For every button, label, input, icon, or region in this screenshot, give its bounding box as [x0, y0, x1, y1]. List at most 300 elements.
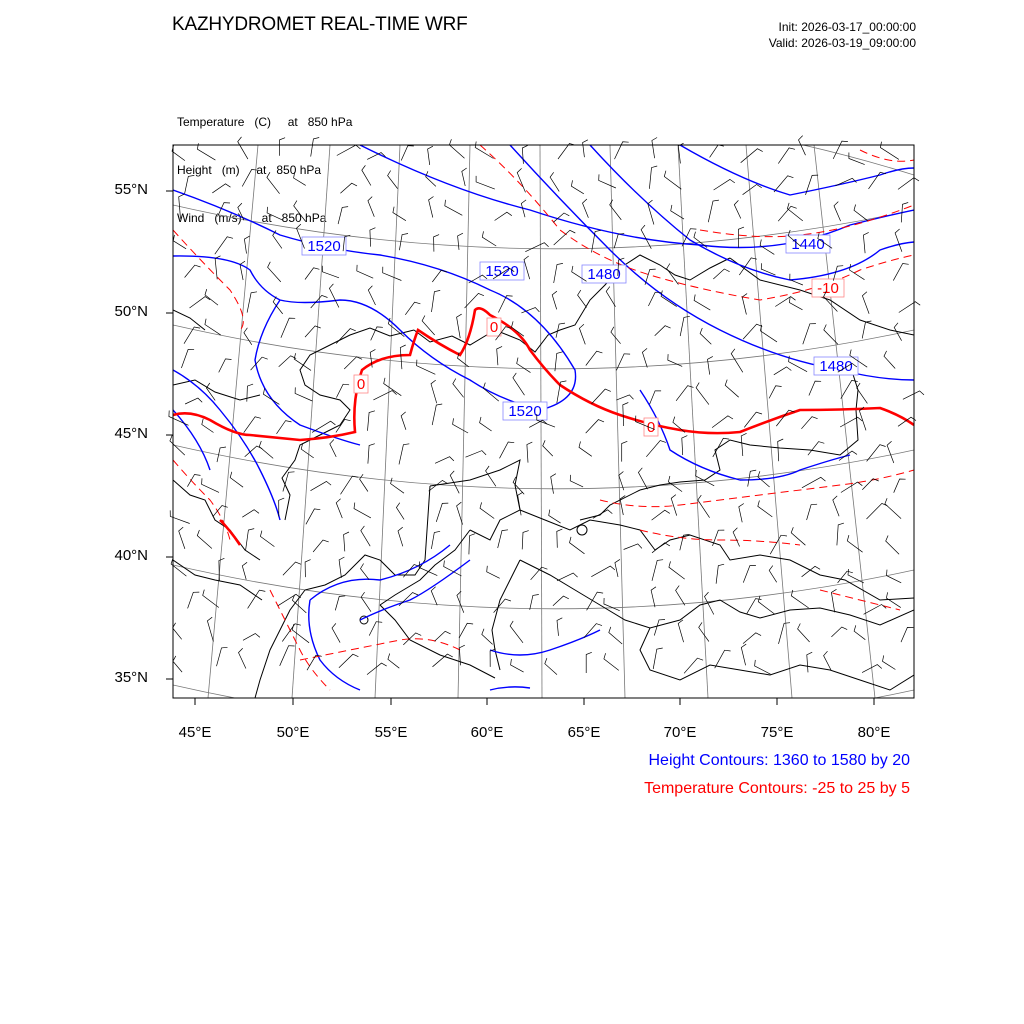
wind-barb — [280, 646, 295, 666]
wind-barb — [339, 654, 359, 668]
height-label-text: 1520 — [508, 403, 542, 420]
wind-barb — [570, 475, 583, 487]
height-label — [786, 235, 830, 253]
wind-barb — [854, 625, 865, 639]
wind-barb — [862, 479, 878, 490]
wind-barb — [280, 138, 286, 156]
wind-barb — [787, 203, 802, 221]
wind-barb — [652, 510, 670, 520]
wind-barb — [383, 267, 402, 281]
height-label — [480, 262, 524, 280]
wind-barb — [885, 498, 901, 518]
wind-barb — [713, 438, 729, 457]
wind-barb — [422, 316, 435, 336]
wind-barb — [684, 658, 703, 673]
wind-barb — [741, 433, 746, 456]
wind-barb — [682, 436, 688, 455]
wind-barb — [583, 199, 589, 218]
wind-barb — [242, 510, 259, 518]
wind-barb — [641, 225, 651, 249]
wind-barb — [583, 140, 588, 157]
valid-time: Valid: 2026-03-19_09:00:00 — [768, 36, 916, 50]
wind-barb — [887, 570, 902, 583]
wind-barb — [841, 380, 858, 398]
wind-barb — [769, 386, 782, 399]
wind-barb — [212, 184, 230, 193]
wind-barb — [399, 444, 409, 465]
wind-barb — [243, 634, 260, 641]
height-label — [302, 237, 346, 255]
wind-barb — [524, 256, 530, 279]
wind-barb — [400, 345, 405, 369]
temperature-label — [487, 318, 501, 336]
wind-barb — [652, 138, 657, 159]
wind-barb — [802, 477, 826, 488]
wind-barb — [458, 233, 463, 250]
wind-barb — [579, 324, 585, 344]
wind-barb — [831, 627, 847, 637]
wind-barb — [449, 139, 464, 158]
wind-barb — [789, 297, 802, 310]
lat-label: 35°N — [114, 669, 148, 686]
wind-barb — [436, 503, 448, 522]
wind-barb — [592, 389, 611, 404]
wind-barb — [833, 141, 848, 159]
wind-barb — [731, 349, 743, 373]
wind-barb — [708, 356, 713, 374]
height-legend: Height Contours: 1360 to 1580 by 20 — [648, 752, 910, 769]
wind-barb — [715, 650, 731, 668]
wind-barb — [305, 326, 321, 337]
wind-barb — [779, 623, 791, 644]
lon-label: 75°E — [760, 724, 794, 741]
wind-barb — [294, 172, 306, 185]
wind-barb — [713, 269, 729, 279]
wind-barb — [361, 564, 370, 580]
wind-barb — [883, 655, 896, 669]
wind-barb — [487, 566, 500, 579]
lat-label: 40°N — [114, 547, 148, 564]
wind-barb — [173, 656, 182, 672]
wind-barb — [742, 294, 747, 315]
wind-barb — [903, 391, 924, 399]
wind-barb — [831, 589, 836, 612]
variable-wind: Wind (m/s) at 850 hPa — [177, 211, 327, 225]
wind-barb — [431, 587, 437, 606]
wind-barb — [432, 290, 441, 312]
wind-barb — [197, 143, 215, 160]
wind-barb — [369, 622, 382, 636]
wind-barb — [480, 417, 492, 431]
height-label — [582, 265, 626, 283]
wind-barb — [185, 175, 195, 193]
wind-barb — [553, 596, 569, 606]
wind-barb — [696, 470, 715, 486]
wind-barb — [340, 183, 357, 193]
wind-barb — [802, 566, 821, 577]
wind-barb — [428, 146, 433, 165]
wind-barb — [798, 624, 810, 643]
variable-height: Height (m) at 850 hPa — [177, 163, 322, 177]
temperature-label — [644, 418, 658, 436]
wind-barb — [807, 504, 818, 520]
wind-barb — [307, 655, 322, 670]
wind-barb — [834, 202, 841, 222]
wind-barb — [279, 498, 285, 516]
wind-barb — [833, 266, 843, 281]
wind-barb — [341, 476, 359, 494]
wind-barb — [259, 441, 273, 458]
wind-barb — [808, 442, 824, 456]
temperature-label-text: -10 — [817, 280, 839, 297]
wind-barb — [246, 529, 255, 551]
wind-barb — [642, 348, 647, 367]
wind-barb — [894, 479, 906, 493]
wind-barb — [758, 596, 775, 615]
wind-barb — [336, 384, 349, 397]
wind-barb — [716, 564, 724, 584]
wind-barb — [664, 171, 681, 190]
wind-barb — [482, 231, 496, 246]
wind-barb — [864, 605, 887, 615]
wind-barb — [838, 571, 853, 583]
wind-barb — [529, 420, 547, 427]
temperature-label-text: 0 — [356, 376, 366, 393]
wind-barb — [556, 323, 565, 338]
wind-barb — [475, 142, 493, 159]
wind-barb — [530, 595, 539, 610]
wind-barb — [886, 536, 899, 555]
wind-barb — [354, 503, 371, 518]
wind-barb — [360, 474, 368, 491]
wind-barb — [459, 623, 473, 638]
wind-barb — [336, 499, 342, 518]
wind-barb — [791, 527, 805, 545]
wind-barb — [738, 227, 744, 248]
wind-barb — [698, 495, 710, 518]
wind-barb — [181, 349, 194, 368]
wind-barb — [510, 621, 523, 643]
wind-barb — [661, 291, 677, 307]
wind-barb — [277, 421, 292, 434]
wind-barb — [401, 146, 414, 161]
wind-barb — [267, 172, 280, 194]
wind-barb — [678, 620, 683, 642]
wind-barb — [517, 358, 531, 373]
wind-barb — [495, 212, 512, 220]
wind-barb — [554, 263, 563, 283]
wind-barb — [739, 504, 744, 523]
wind-barb — [283, 562, 301, 575]
wind-barb — [833, 496, 839, 516]
wind-barb — [432, 270, 447, 282]
height-label-text: 1520 — [307, 238, 341, 255]
wind-barb — [417, 360, 436, 375]
wind-barb — [743, 633, 761, 644]
height-label-text: 1440 — [791, 236, 825, 253]
wind-barb — [725, 380, 739, 398]
wind-barb — [268, 262, 281, 282]
wind-barb — [513, 373, 525, 395]
wind-barb — [807, 652, 812, 672]
map-title: KAZHYDROMET REAL-TIME WRF — [172, 14, 468, 35]
lon-label: 45°E — [178, 724, 212, 741]
wind-barb — [330, 440, 336, 457]
wind-barb — [712, 416, 733, 428]
wind-barb — [388, 654, 399, 669]
height-label-text: 1480 — [587, 266, 621, 283]
lon-label: 55°E — [374, 724, 408, 741]
wind-barb — [361, 592, 371, 612]
wind-barb — [251, 357, 268, 370]
wind-barb — [652, 543, 670, 553]
wind-barb — [840, 417, 862, 427]
wind-barb — [279, 356, 296, 367]
wind-barb — [747, 599, 762, 614]
wind-barb — [899, 302, 920, 313]
wind-barb — [714, 179, 735, 190]
wind-barb — [267, 207, 283, 220]
wind-barb — [248, 590, 266, 608]
wind-barb — [551, 474, 556, 494]
wind-barb — [651, 587, 656, 607]
wind-barb — [431, 380, 437, 403]
wind-barb — [700, 328, 711, 344]
wind-barb — [778, 148, 795, 164]
wind-barb — [260, 531, 274, 547]
wind-barb — [599, 174, 616, 188]
wind-barb — [396, 503, 404, 520]
wind-barb — [205, 289, 218, 305]
wind-barb — [344, 532, 349, 551]
wind-barb — [545, 658, 557, 675]
wind-barb — [368, 444, 375, 464]
temperature-label — [812, 279, 844, 297]
wind-barb — [774, 367, 792, 375]
wind-barb — [591, 566, 615, 577]
wind-barb — [648, 292, 661, 306]
map-frame — [173, 145, 914, 698]
wind-barb — [586, 652, 592, 673]
wind-barb — [338, 207, 348, 225]
temperature-label — [354, 375, 368, 393]
wind-barb — [281, 318, 295, 338]
wind-barb — [368, 286, 375, 305]
wind-barb — [429, 197, 434, 218]
wind-barb — [384, 378, 402, 396]
wind-barb — [240, 261, 245, 280]
wind-barb — [453, 379, 464, 398]
wind-barb — [469, 534, 475, 555]
wind-barb — [774, 176, 793, 192]
wind-barb — [238, 203, 244, 220]
wind-barb — [895, 229, 902, 252]
wind-barb — [652, 560, 663, 581]
wind-barb — [587, 592, 604, 610]
wind-barb — [755, 660, 771, 674]
wind-barb — [247, 384, 253, 402]
wind-barb — [859, 407, 866, 430]
wind-barb — [549, 510, 561, 523]
wind-barb — [332, 623, 340, 642]
lon-label: 60°E — [470, 724, 504, 741]
wind-barb — [710, 145, 724, 158]
wind-barb — [462, 168, 467, 186]
wind-barb — [453, 418, 469, 433]
wind-barb — [655, 326, 671, 336]
wind-barb — [498, 296, 512, 313]
wind-barb — [405, 302, 420, 315]
init-time: Init: 2026-03-17_00:00:00 — [778, 20, 916, 34]
wind-barb — [743, 185, 762, 195]
wind-barb — [653, 648, 663, 669]
wind-barb — [306, 509, 320, 524]
wind-barb — [457, 314, 462, 338]
wind-barb — [497, 346, 502, 365]
wind-barb — [391, 478, 404, 493]
wind-barb — [522, 531, 529, 550]
wind-barb — [557, 573, 578, 581]
wind-barb — [579, 441, 592, 456]
wind-barb — [173, 623, 182, 640]
wind-barb — [898, 178, 919, 190]
wind-barb — [431, 531, 440, 549]
wind-barb — [239, 648, 246, 668]
wind-barb — [494, 599, 511, 613]
wind-barb — [344, 357, 362, 369]
wind-barb — [733, 528, 740, 547]
wind-barb — [586, 351, 603, 365]
wind-barb — [778, 439, 784, 461]
wind-barb — [305, 268, 319, 280]
wind-barb — [185, 398, 202, 404]
wind-barb — [558, 144, 575, 160]
wind-barb — [301, 443, 314, 458]
wind-barb — [244, 328, 252, 345]
lon-label: 50°E — [276, 724, 310, 741]
wind-barb — [616, 395, 633, 400]
wind-barb — [748, 470, 757, 487]
wind-barb — [863, 232, 868, 253]
wind-barb — [570, 537, 585, 554]
wind-barb — [242, 562, 247, 579]
wind-barb — [311, 481, 332, 490]
wind-barb — [435, 457, 454, 464]
wind-barb — [611, 327, 621, 344]
wind-barb — [197, 530, 212, 549]
country-borders — [173, 255, 914, 698]
wind-barb — [393, 207, 406, 221]
wind-barb — [760, 240, 774, 255]
wind-barb — [282, 624, 301, 642]
wind-barb — [482, 629, 493, 645]
wind-barb — [170, 435, 185, 455]
wind-barb — [555, 352, 563, 371]
wind-barb — [486, 466, 496, 486]
wind-barb — [901, 627, 913, 642]
lat-label: 55°N — [114, 181, 148, 198]
wind-barb — [368, 197, 374, 217]
wind-barb — [554, 230, 576, 245]
height-label-text: 1480 — [819, 358, 853, 375]
wind-barb — [373, 391, 396, 400]
wind-barb — [313, 540, 329, 552]
wind-barb — [769, 566, 777, 583]
wind-barb — [615, 142, 629, 159]
wind-barb — [809, 381, 821, 395]
wind-barb — [445, 200, 463, 216]
wind-barb — [434, 235, 440, 252]
wind-barb — [217, 647, 228, 666]
wind-barb — [294, 353, 311, 370]
wind-barb — [801, 417, 817, 429]
wind-barb — [336, 329, 356, 344]
temperature-label-text: 0 — [489, 319, 499, 336]
wind-barb — [741, 644, 746, 665]
wind-barb — [188, 592, 200, 608]
wind-barb — [869, 172, 887, 189]
wind-barb — [543, 440, 553, 456]
wind-barb — [498, 530, 508, 548]
wind-barb — [511, 659, 524, 672]
wind-barb — [669, 561, 685, 579]
wind-barb — [734, 200, 741, 218]
temperature-legend: Temperature Contours: -25 to 25 by 5 — [644, 780, 910, 797]
wind-barb — [847, 535, 862, 552]
wind-barb — [230, 472, 243, 487]
wind-barb — [791, 590, 808, 608]
wind-barb — [399, 593, 418, 606]
wind-barb — [593, 510, 612, 519]
wind-barb — [244, 417, 261, 433]
wind-barb — [646, 441, 666, 457]
wind-barb — [190, 297, 211, 308]
wind-barb — [476, 176, 495, 189]
wind-barb — [466, 451, 487, 458]
wind-barb — [857, 383, 868, 403]
wind-barb — [465, 293, 484, 308]
wind-barb — [432, 404, 442, 425]
wind-barb — [525, 243, 548, 252]
wind-barb — [622, 441, 628, 461]
wind-barb — [696, 383, 709, 405]
wind-barb — [172, 145, 185, 160]
temperature-label-text: 0 — [646, 419, 656, 436]
wind-barb — [880, 142, 899, 160]
wind-barb — [185, 265, 201, 277]
wind-barb — [571, 180, 583, 194]
wind-barb — [368, 411, 375, 431]
wind-barb — [824, 651, 831, 670]
wind-barb — [854, 205, 868, 221]
wind-barb — [179, 527, 185, 549]
wind-barb — [743, 566, 756, 583]
wind-barb — [650, 391, 662, 405]
wind-barb — [294, 201, 306, 222]
wind-barb — [624, 544, 642, 550]
wind-barb — [401, 412, 406, 430]
wind-barb — [435, 631, 451, 641]
wind-barb — [741, 149, 763, 163]
wind-barb — [527, 442, 532, 463]
wind-barb — [219, 359, 232, 373]
wind-barb — [335, 596, 345, 611]
lat-label: 45°N — [114, 425, 148, 442]
wind-barb — [297, 224, 305, 248]
wind-barb — [207, 617, 213, 641]
wind-barb — [743, 324, 762, 339]
wind-barb — [867, 503, 888, 519]
